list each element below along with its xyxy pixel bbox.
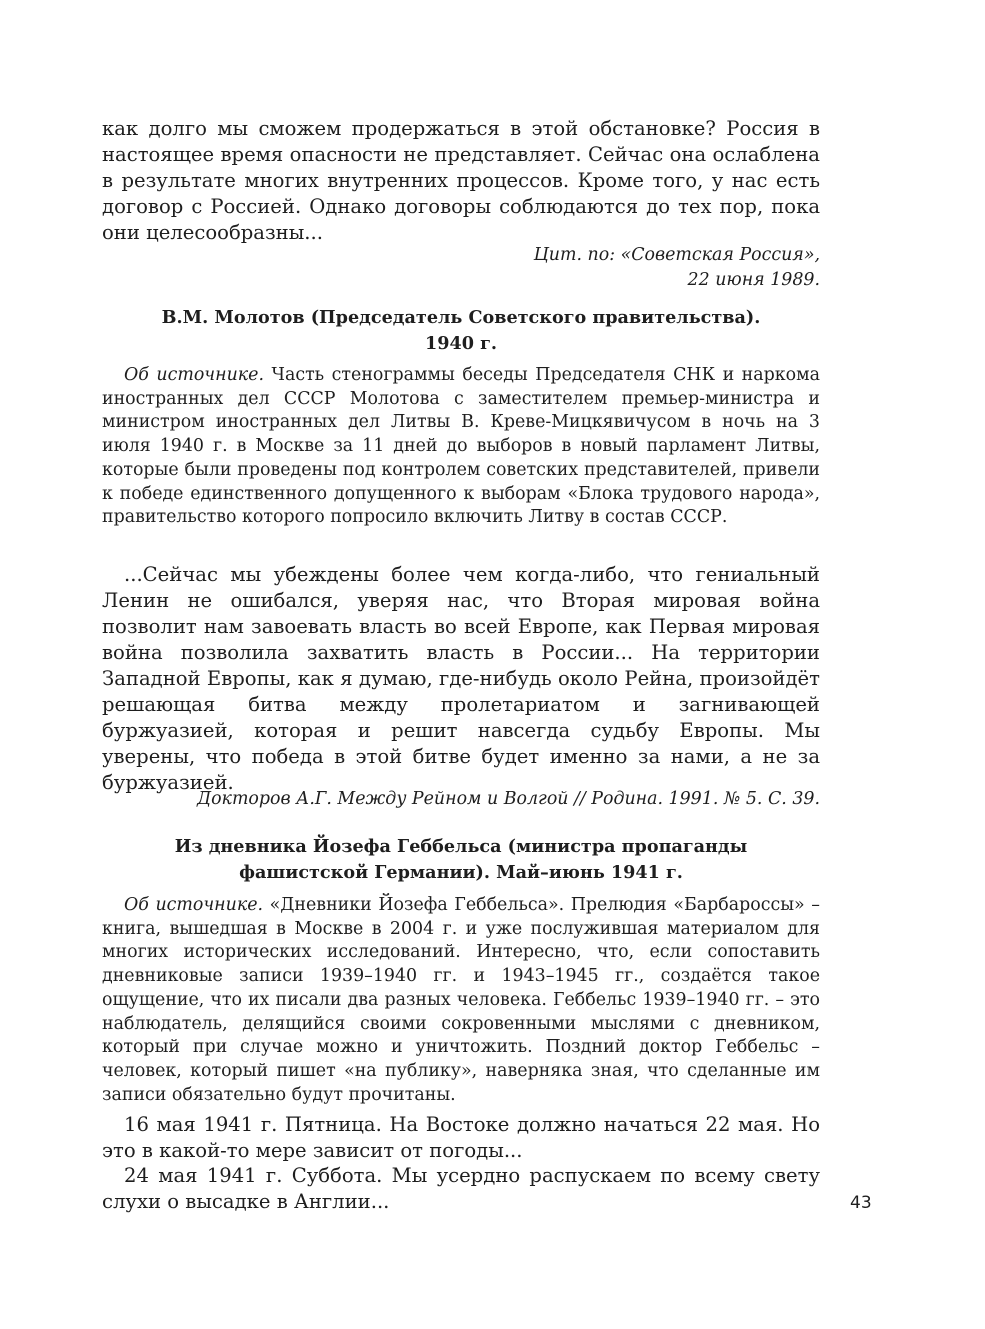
molotov-heading-line2: 1940 г. (425, 333, 497, 354)
diary-entry-1: 16 мая 1941 г. Пятница. На Востоке должно начаться 22 мая. Но это в какой-то мере зависит от погоды... (102, 1113, 820, 1162)
goebbels-heading (102, 834, 820, 886)
goebbels-source-note (102, 894, 820, 1107)
goebbels-heading-line2: фашистской Германии). Май–июнь 1941 г. (239, 862, 683, 883)
molotov-source-note (102, 364, 820, 530)
molotov-heading (102, 305, 820, 357)
molotov-quote: ...Сейчас мы убеждены более чем когда-либо, что гениальный Ленин не ошибался, уверяя нас, что Вторая мировая война позволит нам завоевать власть во всей Европе, как Первая мировая война позволила захватить власть в России... На территории Западной Европы, как я думаю, где-нибудь около Рейна, произойдёт решающая битва между пролетариатом и загнивающей буржуазией, которая и решит навсегда судьбу Европы. Мы уверены, что победа в этой битве будет именно за нами, а не за буржуазией. (102, 563, 820, 794)
source-label: Об источнике. (124, 365, 264, 385)
diary-entry-2: 24 мая 1941 г. Суббота. Мы усердно распускаем по всему свету слухи о высадке в Англии... (102, 1164, 820, 1213)
page-number: 43 (850, 1193, 872, 1213)
source-label: Об источнике. (124, 895, 264, 915)
molotov-citation: Докторов А.Г. Между Рейном и Волгой // Родина. 1991. № 5. С. 39. (196, 789, 820, 809)
goebbels-heading-line1: Из дневника Йозефа Геббельса (министра пропаганды (174, 836, 748, 857)
citation-1-line2: 22 июня 1989. (687, 270, 820, 290)
citation-1-line1: Цит. по: «Советская Россия», (533, 245, 820, 265)
molotov-heading-line1: В.М. Молотов (Председатель Советского правительства). (161, 307, 761, 328)
molotov-source-text: Часть стенограммы беседы Председателя СНК и наркома иностранных дел СССР Молотова с заместителем премьер-министра и министром иностранных дел Литвы В. Креве-Мицкявичусом в ночь на 3 июля 1940 г. в Москве за 11 дней до выборов в новый парламент Литвы, которые были проведены под контролем советских представителей, привели к победе единственного допущенного к выборам «Блока трудового народа», правительство которого попросило включить Литву в состав СССР. (102, 365, 821, 528)
top-paragraph: как долго мы сможем продержаться в этой обстановке? Россия в настоящее время опасности не представляет. Сейчас она ослаблена в результате многих внутренних процессов. Кроме того, у нас есть договор с Россией. Однако договоры соблюдаются до тех пор, пока они целесообразны... (102, 117, 820, 244)
goebbels-source-text: «Дневники Йозефа Геббельса». Прелюдия «Барбароссы» – книга, вышедшая в Москве в 2004 г. и уже послужившая материалом для многих исторических исследований. Интересно, что, если сопоставить дневниковые записи 1939–1940 гг. и 1943–1945 гг., создаётся такое ощущение, что их писали два разных человека. Геббельс 1939–1940 гг. – это наблюдатель, делящийся своими сокровенными мыслями с дневником, который при случае можно и уничтожить. Поздний доктор Геббельс – человек, который пишет «на публику», наверняка зная, что сделанные им записи обязательно будут прочитаны. (102, 895, 820, 1105)
